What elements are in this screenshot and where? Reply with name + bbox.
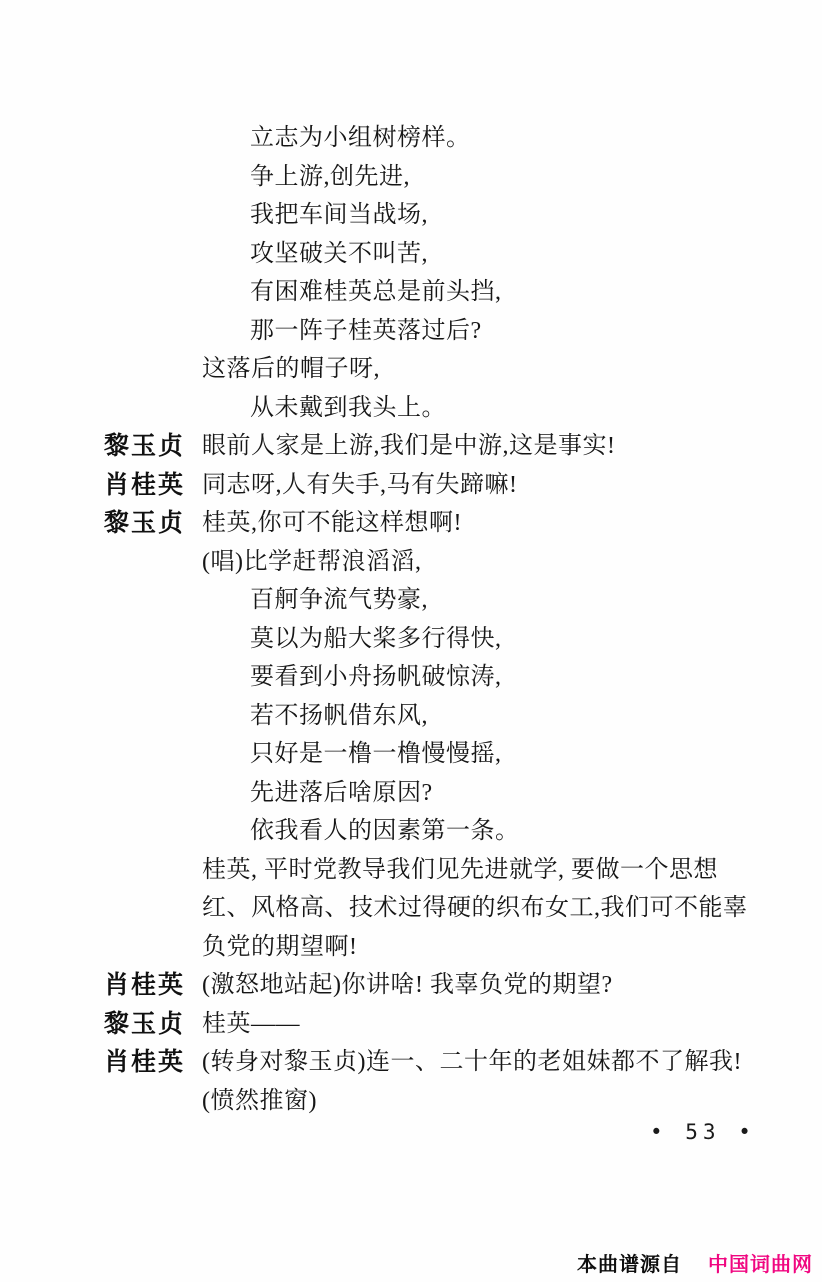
script-line [0,812,822,851]
watermark [577,1248,813,1277]
script-line [0,504,822,543]
script-line [0,466,822,505]
line-text: 立志为小组树榜样。 [250,125,471,151]
line-text: (转身对黎玉贞)连一、二十年的老姐妹都不了解我! [202,1049,742,1075]
line-text: 同志呀,人有失手,马有失蹄嘛! [202,471,518,498]
line-text: (唱)比学赶帮浪滔滔, [202,548,422,575]
speaker-name: 黎玉贞 [104,1008,186,1038]
script-line [0,350,822,389]
script-lines [0,119,822,1120]
speaker-name: 肖桂英 [104,970,186,999]
line-text: 桂英, 平时党教导我们见先进就学, 要做一个思想 [202,856,718,883]
script-line [0,1043,822,1082]
line-text: 若不扬帆借东风, [250,702,428,729]
line-text: 要看到小舟扬帆破惊涛, [250,664,502,690]
line-text: 那一阵子桂英落过后? [250,317,482,344]
line-text: 百舸争流气势豪, [250,587,428,613]
line-text: 依我看人的因素第一条。 [250,818,520,844]
line-text: 负党的期望啊! [202,933,358,960]
speaker-name: 肖桂英 [104,469,186,499]
script-line [0,697,822,736]
page-number: • 53 • [650,1120,756,1144]
script-line [0,735,822,774]
script-line [0,1082,822,1121]
line-text: 争上游,创先进, [250,163,410,190]
script-line [0,158,822,197]
line-text: 先进落后啥原因? [250,779,433,806]
speaker-name: 黎玉贞 [104,508,186,537]
line-text: (愤然推窗) [202,1087,317,1114]
script-line [0,389,822,428]
script-line [0,658,822,697]
speaker-name: 肖桂英 [104,1047,186,1076]
script-line [0,581,822,620]
line-text: 这落后的帽子呀, [202,356,380,382]
script-line [0,928,822,967]
line-text: 莫以为船大桨多行得快, [250,625,502,652]
line-text: 从未戴到我头上。 [250,394,446,421]
script-line [0,196,822,235]
script-line [0,889,822,928]
line-text: 眼前人家是上游,我们是中游,这是事实! [202,433,616,459]
watermark-source-text: 本曲谱源自 [577,1252,683,1276]
line-text: 红、风格高、技术过得硬的织布女工,我们可不能辜 [202,895,748,921]
line-text: 只好是一橹一橹慢慢摇, [250,741,502,767]
line-text: 桂英,你可不能这样想啊! [202,510,462,536]
script-line [0,235,822,274]
speaker-name: 黎玉贞 [104,431,186,460]
script-line [0,1005,822,1044]
line-text: 我把车间当战场, [250,202,428,228]
script-line [0,119,822,158]
line-text: 攻坚破关不叫苦, [250,240,428,267]
script-line [0,427,822,466]
script-line [0,851,822,890]
script-line [0,543,822,582]
script-line [0,966,822,1005]
line-text: 桂英—— [202,1010,300,1037]
line-text: (激怒地站起)你讲啥! 我辜负党的期望? [202,972,613,998]
script-line [0,273,822,312]
script-line [0,774,822,813]
script-line [0,620,822,659]
script-line [0,312,822,351]
line-text: 有困难桂英总是前头挡, [250,279,502,305]
watermark-site-name: 中国词曲网 [708,1252,813,1276]
